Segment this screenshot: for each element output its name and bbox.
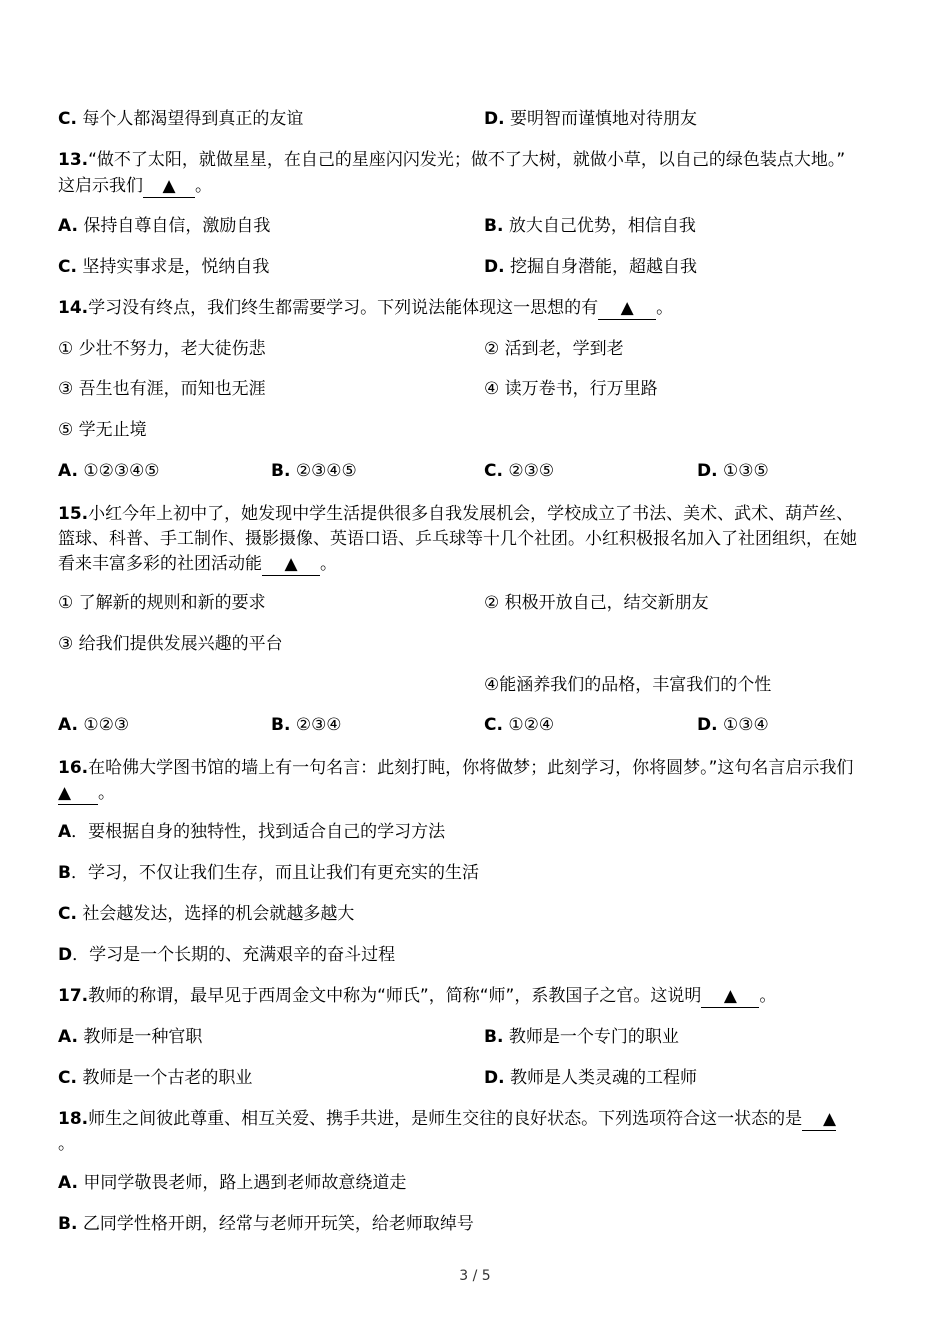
- q16-option-a: A．要根据自身的独特性，找到适合自己的学习方法: [58, 822, 446, 842]
- q15-stem: 15.小红今年上初中了，她发现中学生活提供很多自我发展机会，学校成立了书法、美术、武术、葫芦丝、: [58, 504, 854, 524]
- q15-stem-cont-1: 篮球、科普、手工制作、摄影摄像、英语口语、乒乓球等十几个社团。小红积极报名加入了社团组织，在她: [58, 529, 857, 549]
- q17-option-a: A. 教师是一种官职: [58, 1027, 203, 1047]
- q15-item-3: ③ 给我们提供发展兴趣的平台: [58, 634, 283, 654]
- q17-option-d: D. 教师是人类灵魂的工程师: [484, 1068, 697, 1088]
- q14-item-3: ③ 吾生也有涯，而知也无涯: [58, 379, 266, 399]
- q18-stem-end: 。: [58, 1134, 75, 1154]
- q18-stem: 18.师生之间彼此尊重、相互关爱、携手共进，是师生交往的良好状态。下列选项符合这一状态的是 ▲: [58, 1109, 837, 1129]
- q17-stem: 17.教师的称谓，最早见于西周金文中称为“师氏”，简称“师”，系教国子之官。这说明 ▲ 。: [58, 986, 777, 1006]
- q14-item-5: ⑤ 学无止境: [58, 420, 147, 440]
- q17-blank: ▲: [701, 985, 759, 1008]
- q13-blank: ▲: [143, 175, 195, 198]
- q13-stem: 13.“做不了太阳，就做星星，在自己的星座闪闪发光；做不了大树，就做小草，以自己的绿色装点大地。”: [58, 150, 846, 170]
- q12-option-d: D. 要明智而谨慎地对待朋友: [484, 109, 697, 129]
- q15-item-1: ① 了解新的规则和新的要求: [58, 593, 266, 613]
- q14-option-a: A. ①②③④⑤: [58, 461, 160, 481]
- q14-blank: ▲: [598, 297, 656, 320]
- q12-option-c: C. 每个人都渴望得到真正的友谊: [58, 109, 304, 129]
- q13-option-c: C. 坚持实事求是，悦纳自我: [58, 257, 270, 277]
- q15-stem-cont-2: 看来丰富多彩的社团活动能 ▲ 。: [58, 554, 337, 574]
- q16-option-d: D．学习是一个长期的、充满艰辛的奋斗过程: [58, 945, 396, 965]
- page-number: 3 / 5: [459, 1268, 491, 1284]
- q14-option-d: D. ①③⑤: [697, 461, 769, 481]
- q14-option-b: B. ②③④⑤: [271, 461, 357, 481]
- q18-blank: ▲: [802, 1108, 836, 1131]
- q15-option-c: C. ①②④: [484, 715, 555, 735]
- q18-option-b: B. 乙同学性格开朗，经常与老师开玩笑，给老师取绰号: [58, 1214, 474, 1234]
- q16-option-b: B．学习，不仅让我们生存，而且让我们有更充实的生活: [58, 863, 479, 883]
- q15-item-4: ④能涵养我们的品格，丰富我们的个性: [484, 675, 772, 695]
- q13-option-a: A. 保持自尊自信，激励自我: [58, 216, 271, 236]
- q13-stem-cont: 这启示我们 ▲ 。: [58, 176, 212, 196]
- q13-option-d: D. 挖掘自身潜能，超越自我: [484, 257, 697, 277]
- q14-item-4: ④ 读万卷书，行万里路: [484, 379, 658, 399]
- q17-option-c: C. 教师是一个古老的职业: [58, 1068, 253, 1088]
- q17-option-b: B. 教师是一个专门的职业: [484, 1027, 679, 1047]
- q15-item-2: ② 积极开放自己，结交新朋友: [484, 593, 709, 613]
- q14-option-c: C. ②③⑤: [484, 461, 555, 481]
- q14-item-2: ② 活到老，学到老: [484, 339, 624, 359]
- q15-blank: ▲: [262, 553, 320, 576]
- q16-stem-cont: ▲ 。: [58, 783, 115, 803]
- q18-option-a: A. 甲同学敬畏老师，路上遇到老师故意绕道走: [58, 1173, 407, 1193]
- q13-option-b: B. 放大自己优势，相信自我: [484, 216, 696, 236]
- q15-option-d: D. ①③④: [697, 715, 769, 735]
- q16-option-c: C. 社会越发达，选择的机会就越多越大: [58, 904, 355, 924]
- q14-stem: 14.学习没有终点，我们终生都需要学习。下列说法能体现这一思想的有 ▲ 。: [58, 298, 674, 318]
- q15-option-b: B. ②③④: [271, 715, 342, 735]
- q16-stem: 16.在哈佛大学图书馆的墙上有一句名言：此刻打盹，你将做梦；此刻学习，你将圆梦。”这句名言启示我们: [58, 758, 854, 778]
- q15-option-a: A. ①②③: [58, 715, 130, 735]
- q14-item-1: ① 少壮不努力，老大徒伤悲: [58, 339, 266, 359]
- q16-blank: ▲: [58, 782, 98, 805]
